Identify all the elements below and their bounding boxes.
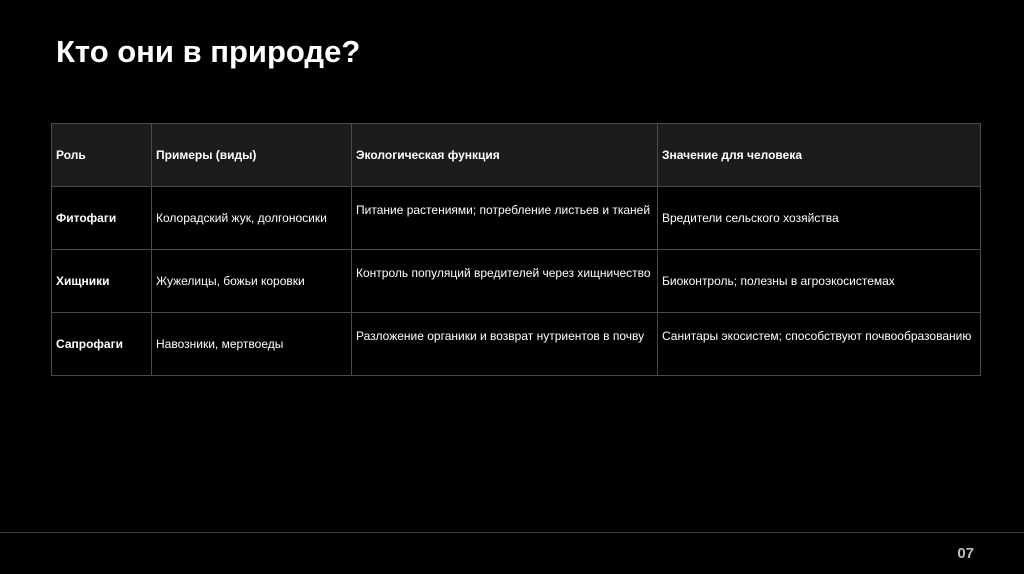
table-row xyxy=(52,250,981,313)
cell-examples: Жужелицы, божьи коровки xyxy=(152,250,352,313)
cell-function: Питание растениями; потребление листьев и тканей xyxy=(352,187,658,250)
footer-divider xyxy=(0,532,1024,533)
cell-significance: Санитары экосистем; способствуют почвообразованию xyxy=(658,313,981,376)
table-row xyxy=(52,313,981,376)
header-role: Роль xyxy=(52,124,152,187)
cell-examples: Навозники, мертвоеды xyxy=(152,313,352,376)
cell-function: Контроль популяций вредителей через хищничество xyxy=(352,250,658,313)
header-function: Экологическая функция xyxy=(352,124,658,187)
header-examples: Примеры (виды) xyxy=(152,124,352,187)
cell-role: Сапрофаги xyxy=(52,313,152,376)
cell-role: Фитофаги xyxy=(52,187,152,250)
page-number: 07 xyxy=(957,545,974,562)
roles-table xyxy=(51,123,981,376)
table-header-row xyxy=(52,124,981,187)
cell-significance: Биоконтроль; полезны в агроэкосистемах xyxy=(658,250,981,313)
slide-title: Кто они в природе? xyxy=(56,34,361,69)
cell-role: Хищники xyxy=(52,250,152,313)
cell-examples: Колорадский жук, долгоносики xyxy=(152,187,352,250)
table-row xyxy=(52,187,981,250)
cell-function: Разложение органики и возврат нутриентов в почву xyxy=(352,313,658,376)
header-significance: Значение для человека xyxy=(658,124,981,187)
cell-significance: Вредители сельского хозяйства xyxy=(658,187,981,250)
